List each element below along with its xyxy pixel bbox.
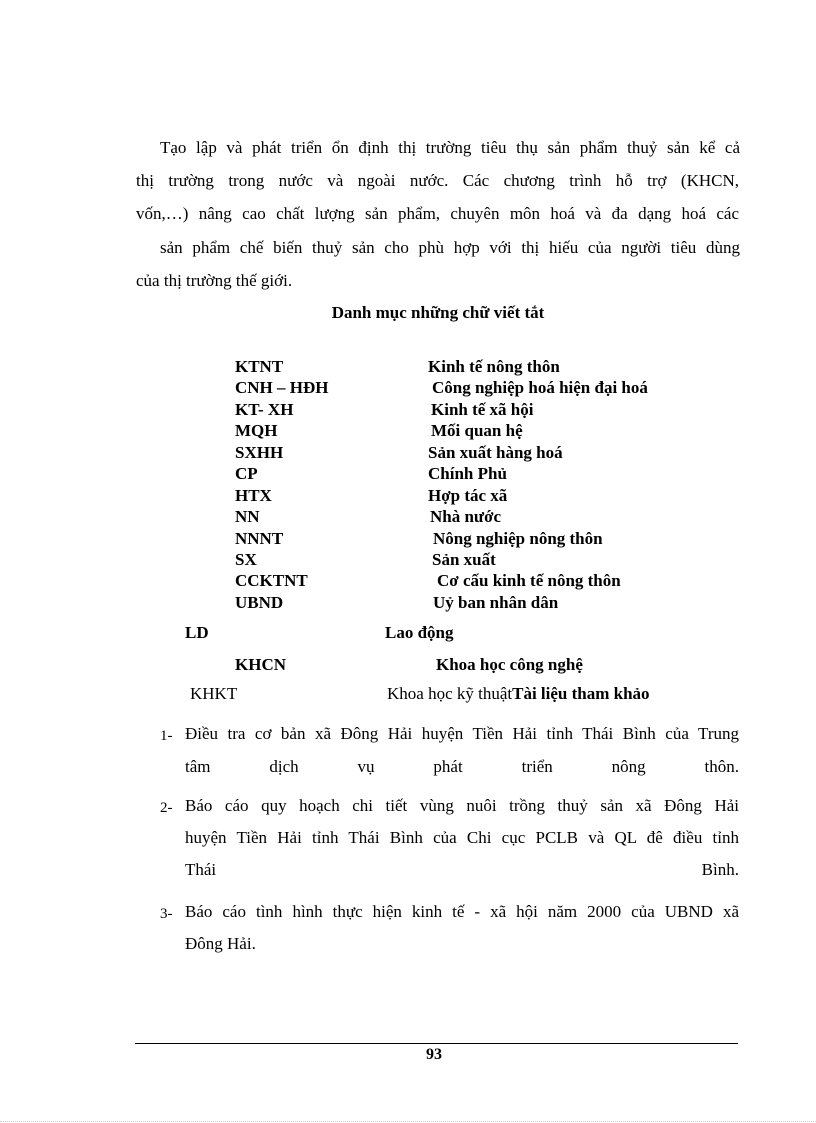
abbreviations-title: Danh mục những chữ viết tắt — [331, 303, 545, 322]
abbr-meaning: Hợp tác xã — [428, 486, 508, 505]
abbr-meaning: Khoa học kỹ thuật — [387, 684, 513, 703]
references-title: Tài liệu tham khảo — [512, 684, 650, 703]
abbr-meaning: Khoa học công nghệ — [436, 655, 583, 674]
abbr-meaning: Chính Phủ — [428, 464, 507, 483]
abbr-term: CCKTNT — [235, 571, 308, 590]
page-edge-dots — [0, 1121, 816, 1122]
abbr-meaning: Sản xuất hàng hoá — [428, 443, 563, 462]
abbr-meaning: Nông nghiệp nông thôn — [433, 529, 603, 548]
page-number: 93 — [426, 1046, 442, 1063]
reference-line: Báo cáo quy hoạch chi tiết vùng nuôi trồng thuỷ sản xã Đông Hải — [185, 796, 739, 815]
intro-line-2: thị trường trong nước và ngoài nước. Các chương trình hỗ trợ (KHCN, — [136, 171, 739, 190]
abbr-term: UBND — [235, 593, 284, 612]
intro-line-5: của thị trường thế giới. — [136, 271, 293, 290]
footer-rule — [135, 1043, 738, 1044]
reference-line: Đông Hải. — [185, 934, 256, 953]
abbr-term: KTNT — [235, 357, 284, 376]
abbr-term: NN — [235, 507, 260, 526]
abbr-term: SX — [235, 550, 257, 569]
abbr-term: KT- XH — [235, 400, 294, 419]
abbr-meaning: Sản xuất — [432, 550, 496, 569]
abbr-term: NNNT — [235, 529, 284, 548]
intro-line-1: Tạo lập và phát triển ổn định thị trường tiêu thụ sản phẩm thuỷ sản kể cả — [160, 138, 740, 157]
abbr-term: LD — [185, 623, 209, 642]
reference-number: 3- — [160, 906, 173, 922]
intro-line-3: vốn,…) nâng cao chất lượng sản phẩm, chuyên môn hoá và đa dạng hoá các — [136, 204, 739, 223]
abbr-term: HTX — [235, 486, 272, 505]
reference-number: 1- — [160, 728, 173, 744]
reference-number: 2- — [160, 800, 173, 816]
abbr-meaning: Kinh tế nông thôn — [428, 357, 560, 376]
reference-line: Thái Bình. — [185, 860, 739, 879]
abbr-term: MQH — [235, 421, 278, 440]
abbr-meaning: Mối quan hệ — [431, 421, 523, 440]
abbr-term: KHCN — [235, 655, 286, 674]
abbr-meaning: Lao động — [385, 623, 454, 642]
abbr-term: SXHH — [235, 443, 284, 462]
reference-line: huyện Tiền Hải tỉnh Thái Bình của Chi cục PCLB và QL đê điều tỉnh — [185, 828, 739, 847]
abbr-meaning: Nhà nước — [430, 507, 502, 526]
intro-line-4: sản phẩm chế biến thuỷ sản cho phù hợp với thị hiếu của người tiêu dùng — [160, 238, 740, 257]
abbr-meaning: Công nghiệp hoá hiện đại hoá — [432, 378, 648, 397]
abbr-term: CNH – HĐH — [235, 378, 329, 397]
reference-line: Báo cáo tình hình thực hiện kinh tế - xã hội năm 2000 của UBND xã — [185, 902, 739, 921]
abbr-term: KHKT — [190, 684, 238, 703]
abbr-meaning: Kinh tế xã hội — [431, 400, 534, 419]
reference-line: Điều tra cơ bản xã Đông Hải huyện Tiền Hải tỉnh Thái Bình của Trung — [185, 724, 739, 743]
abbr-meaning: Uỷ ban nhân dân — [433, 593, 559, 612]
reference-line: tâm dịch vụ phát triển nông thôn. — [185, 757, 739, 776]
abbr-term: CP — [235, 464, 258, 483]
abbr-meaning: Cơ cấu kinh tế nông thôn — [437, 571, 621, 590]
